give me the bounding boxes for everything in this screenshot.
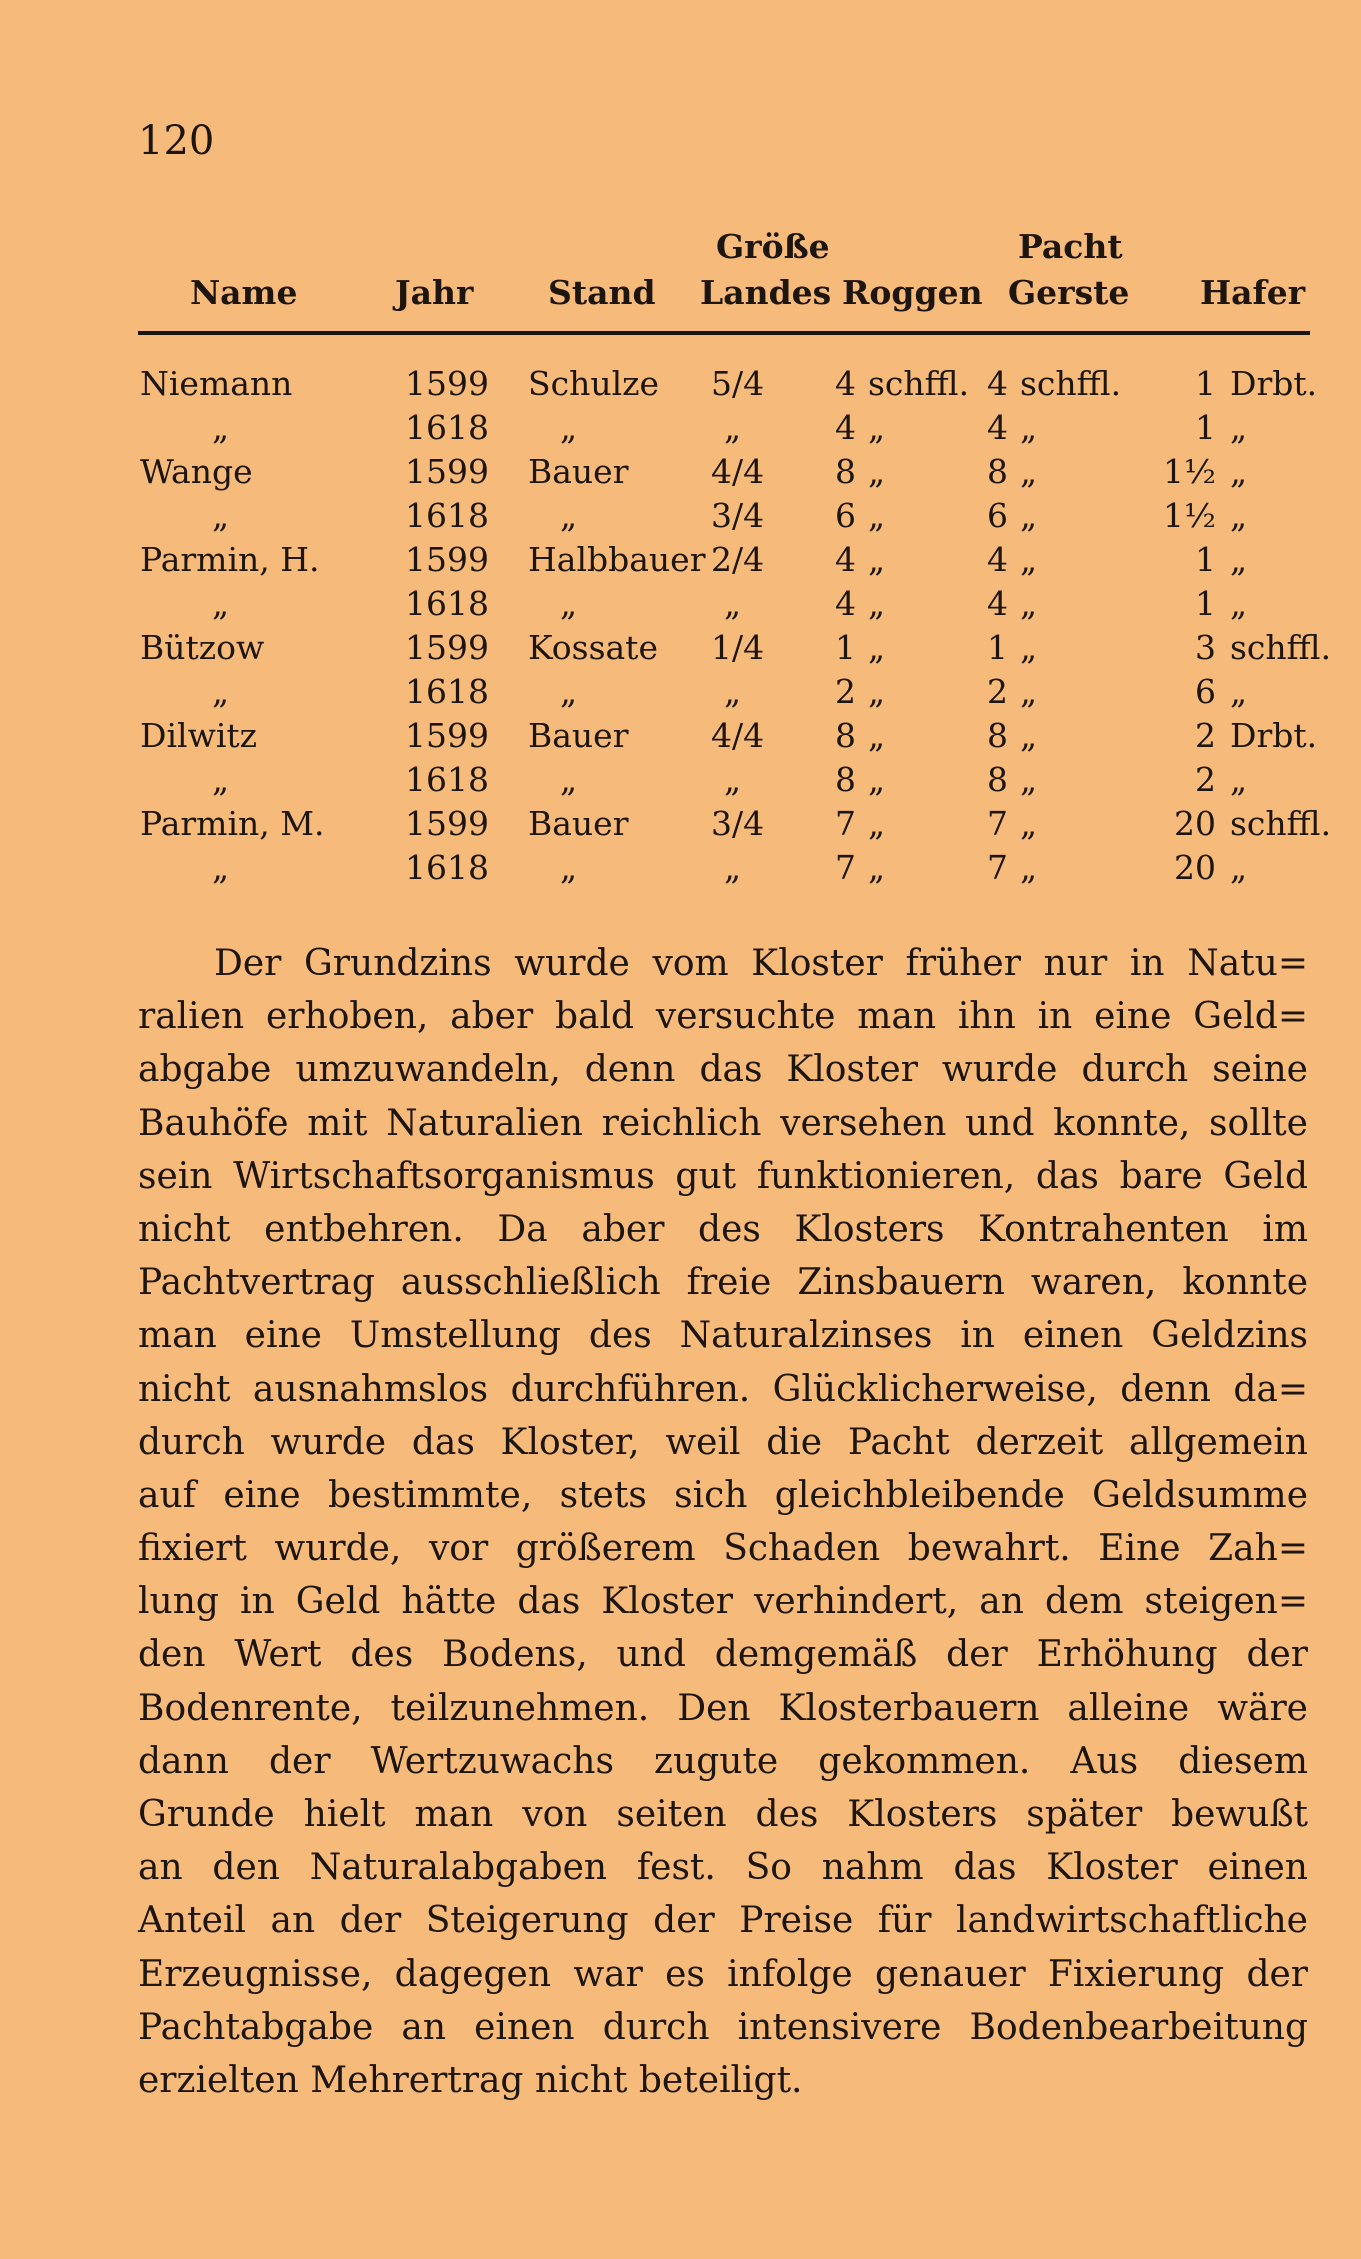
cell-jahr: 1618 — [405, 672, 489, 711]
cell-jahr: 1618 — [405, 584, 489, 623]
cell-roggen-unit: „ — [868, 672, 886, 711]
page-number: 120 — [138, 118, 215, 164]
table-row — [0, 804, 1361, 848]
cell-hafer-unit: „ — [1230, 584, 1248, 623]
cell-gerste-unit: „ — [1020, 848, 1038, 887]
cell-gerste: 8 — [987, 452, 1008, 491]
cell-gerste-unit: „ — [1020, 584, 1038, 623]
paragraph-line: an den Naturalabgaben fest. So nahm das Kloster einen — [138, 1847, 1308, 1889]
cell-hafer: 1½ — [1163, 452, 1216, 491]
header-groesse-bottom: Landes — [700, 273, 832, 312]
cell-gerste: 8 — [987, 760, 1008, 799]
cell-land: 2/4 — [711, 540, 765, 579]
cell-hafer: 1 — [1195, 408, 1216, 447]
paragraph-line: lung in Geld hätte das Kloster verhindert, an dem steigen= — [138, 1581, 1308, 1623]
cell-name: „ — [212, 408, 230, 447]
paragraph-line: Der Grundzins wurde vom Kloster früher nur in Natu= — [214, 943, 1308, 984]
cell-jahr: 1599 — [405, 452, 489, 491]
cell-land: „ — [724, 584, 742, 623]
cell-gerste-unit: „ — [1020, 408, 1038, 447]
cell-gerste: 6 — [987, 496, 1008, 535]
table-row — [0, 760, 1361, 804]
cell-gerste-unit: „ — [1020, 672, 1038, 711]
cell-gerste: 7 — [987, 848, 1008, 887]
paragraph-line: Bauhöfe mit Naturalien reichlich versehen und konnte, sollte — [138, 1102, 1308, 1144]
cell-hafer-unit: Drbt. — [1230, 364, 1318, 403]
cell-roggen-unit: „ — [868, 496, 886, 535]
cell-hafer-unit: „ — [1230, 452, 1248, 491]
cell-hafer: 6 — [1195, 672, 1216, 711]
cell-stand: Kossate — [528, 628, 658, 667]
cell-gerste-unit: „ — [1020, 540, 1038, 579]
header-gerste: Gerste — [1008, 273, 1130, 312]
cell-hafer-unit: „ — [1230, 496, 1248, 535]
cell-roggen-unit: „ — [868, 408, 886, 447]
cell-stand: „ — [560, 496, 578, 535]
cell-stand: Halbbauer — [528, 540, 706, 579]
cell-jahr: 1599 — [405, 716, 489, 755]
cell-hafer-unit: schffl. — [1230, 804, 1332, 843]
cell-land: „ — [724, 408, 742, 447]
cell-jahr: 1618 — [405, 408, 489, 447]
header-name: Name — [190, 273, 298, 312]
header-jahr: Jahr — [395, 273, 474, 312]
cell-land: „ — [724, 848, 742, 887]
cell-hafer: 20 — [1174, 848, 1216, 887]
cell-gerste: 1 — [987, 628, 1008, 667]
cell-hafer-unit: „ — [1230, 848, 1248, 887]
cell-stand: „ — [560, 848, 578, 887]
cell-roggen-unit: „ — [868, 804, 886, 843]
paragraph-line: fixiert wurde, vor größerem Schaden bewahrt. Eine Zah= — [138, 1528, 1308, 1570]
cell-roggen: 7 — [835, 848, 856, 887]
cell-stand: Bauer — [528, 452, 629, 491]
cell-hafer: 2 — [1195, 716, 1216, 755]
cell-gerste-unit: „ — [1020, 760, 1038, 799]
cell-land: „ — [724, 672, 742, 711]
cell-hafer: 2 — [1195, 760, 1216, 799]
paragraph-line: durch wurde das Kloster, weil die Pacht derzeit allgemein — [138, 1421, 1308, 1463]
cell-name: „ — [212, 672, 230, 711]
cell-roggen: 8 — [835, 760, 856, 799]
cell-roggen: 8 — [835, 716, 856, 755]
header-stand: Stand — [548, 273, 656, 312]
cell-jahr: 1599 — [405, 540, 489, 579]
cell-roggen: 6 — [835, 496, 856, 535]
cell-name: Bützow — [140, 628, 265, 667]
cell-hafer: 1½ — [1163, 496, 1216, 535]
cell-gerste: 4 — [987, 408, 1008, 447]
cell-name: Niemann — [140, 364, 293, 403]
paragraph-line: Anteil an der Steigerung der Preise für landwirtschaftliche — [138, 1900, 1308, 1942]
cell-land: 3/4 — [711, 804, 765, 843]
table-row — [0, 496, 1361, 540]
cell-gerste-unit: „ — [1020, 628, 1038, 667]
paragraph-line: sein Wirtschaftsorganismus gut funktionieren, das bare Geld — [138, 1155, 1308, 1197]
cell-hafer-unit: „ — [1230, 408, 1248, 447]
cell-land: 1/4 — [711, 628, 765, 667]
cell-jahr: 1599 — [405, 364, 489, 403]
paragraph-line: Pachtabgabe an einen durch intensivere Bodenbearbeitung — [138, 2006, 1308, 2048]
paragraph-line: Pachtvertrag ausschließlich freie Zinsbauern waren, konnte — [138, 1262, 1308, 1304]
paragraph-line: nicht ausnahmslos durchführen. Glücklicherweise, denn da= — [138, 1368, 1308, 1410]
cell-hafer-unit: „ — [1230, 672, 1248, 711]
cell-roggen-unit: „ — [868, 760, 886, 799]
cell-roggen-unit: schffl. — [868, 364, 970, 403]
cell-roggen: 4 — [835, 364, 856, 403]
header-hafer: Hafer — [1200, 273, 1306, 312]
cell-stand: Bauer — [528, 716, 629, 755]
header-pacht-top: Pacht — [1018, 227, 1123, 266]
cell-hafer: 1 — [1195, 584, 1216, 623]
cell-gerste-unit: „ — [1020, 804, 1038, 843]
cell-stand: „ — [560, 584, 578, 623]
cell-roggen-unit: „ — [868, 716, 886, 755]
cell-gerste: 4 — [987, 584, 1008, 623]
cell-jahr: 1618 — [405, 496, 489, 535]
table-row — [0, 848, 1361, 892]
cell-roggen: 8 — [835, 452, 856, 491]
paragraph-line: nicht entbehren. Da aber des Klosters Kontrahenten im — [138, 1208, 1308, 1250]
cell-gerste-unit: „ — [1020, 452, 1038, 491]
table-row — [0, 672, 1361, 716]
table-row — [0, 716, 1361, 760]
cell-hafer: 1 — [1195, 364, 1216, 403]
cell-gerste: 4 — [987, 540, 1008, 579]
cell-land: 3/4 — [711, 496, 765, 535]
cell-gerste: 2 — [987, 672, 1008, 711]
cell-roggen: 7 — [835, 804, 856, 843]
cell-land: 4/4 — [711, 716, 765, 755]
cell-roggen-unit: „ — [868, 452, 886, 491]
cell-gerste: 8 — [987, 716, 1008, 755]
cell-hafer-unit: „ — [1230, 540, 1248, 579]
table-row — [0, 408, 1361, 452]
paragraph-line: auf eine bestimmte, stets sich gleichbleibende Geldsumme — [138, 1474, 1308, 1516]
cell-roggen-unit: „ — [868, 584, 886, 623]
cell-roggen-unit: „ — [868, 848, 886, 887]
cell-hafer-unit: „ — [1230, 760, 1248, 799]
cell-name: Parmin, H. — [140, 540, 320, 579]
cell-roggen: 1 — [835, 628, 856, 667]
cell-gerste: 7 — [987, 804, 1008, 843]
paragraph-line: ralien erhoben, aber bald versuchte man ihn in eine Geld= — [138, 996, 1308, 1038]
cell-hafer-unit: schffl. — [1230, 628, 1332, 667]
cell-name: Parmin, M. — [140, 804, 325, 843]
cell-gerste: 4 — [987, 364, 1008, 403]
paragraph-line: den Wert des Bodens, und demgemäß der Erhöhung der — [138, 1634, 1308, 1676]
table-row — [0, 584, 1361, 628]
cell-jahr: 1599 — [405, 804, 489, 843]
header-rule — [138, 331, 1310, 335]
cell-hafer-unit: Drbt. — [1230, 716, 1318, 755]
cell-name: „ — [212, 760, 230, 799]
cell-roggen: 4 — [835, 584, 856, 623]
cell-gerste-unit: „ — [1020, 716, 1038, 755]
header-roggen: Roggen — [842, 273, 983, 312]
table-row — [0, 364, 1361, 408]
cell-name: Wange — [140, 452, 253, 491]
cell-roggen: 2 — [835, 672, 856, 711]
paragraph-line: erzielten Mehrertrag nicht beteiligt. — [138, 2059, 803, 2101]
cell-name: „ — [212, 848, 230, 887]
cell-land: „ — [724, 760, 742, 799]
cell-jahr: 1618 — [405, 848, 489, 887]
paragraph-line: dann der Wertzuwachs zugute gekommen. Aus diesem — [138, 1740, 1308, 1782]
paragraph-line: man eine Umstellung des Naturalzinses in einen Geldzins — [138, 1315, 1308, 1357]
cell-stand: „ — [560, 760, 578, 799]
cell-land: 4/4 — [711, 452, 765, 491]
table-row — [0, 628, 1361, 672]
cell-name: Dilwitz — [140, 716, 258, 755]
cell-name: „ — [212, 496, 230, 535]
cell-roggen: 4 — [835, 540, 856, 579]
paragraph-line: Bodenrente, teilzunehmen. Den Klosterbauern alleine wäre — [138, 1687, 1308, 1729]
paragraph-line: Erzeugnisse, dagegen war es infolge genauer Fixierung der — [138, 1953, 1308, 1995]
paragraph-line: Grunde hielt man von seiten des Klosters später bewußt — [138, 1794, 1308, 1835]
table-row — [0, 540, 1361, 584]
cell-land: 5/4 — [711, 364, 765, 403]
header-groesse-top: Größe — [716, 227, 830, 266]
cell-jahr: 1618 — [405, 760, 489, 799]
cell-roggen: 4 — [835, 408, 856, 447]
cell-name: „ — [212, 584, 230, 623]
cell-stand: Bauer — [528, 804, 629, 843]
cell-stand: „ — [560, 672, 578, 711]
cell-stand: Schulze — [528, 364, 660, 403]
table-row — [0, 452, 1361, 496]
cell-roggen-unit: „ — [868, 628, 886, 667]
cell-hafer: 3 — [1195, 628, 1216, 667]
cell-gerste-unit: „ — [1020, 496, 1038, 535]
cell-gerste-unit: schffl. — [1020, 364, 1122, 403]
cell-jahr: 1599 — [405, 628, 489, 667]
cell-hafer: 20 — [1174, 804, 1216, 843]
cell-roggen-unit: „ — [868, 540, 886, 579]
cell-stand: „ — [560, 408, 578, 447]
body-paragraph — [138, 937, 1308, 2107]
paragraph-line: abgabe umzuwandeln, denn das Kloster wurde durch seine — [138, 1049, 1308, 1091]
cell-hafer: 1 — [1195, 540, 1216, 579]
